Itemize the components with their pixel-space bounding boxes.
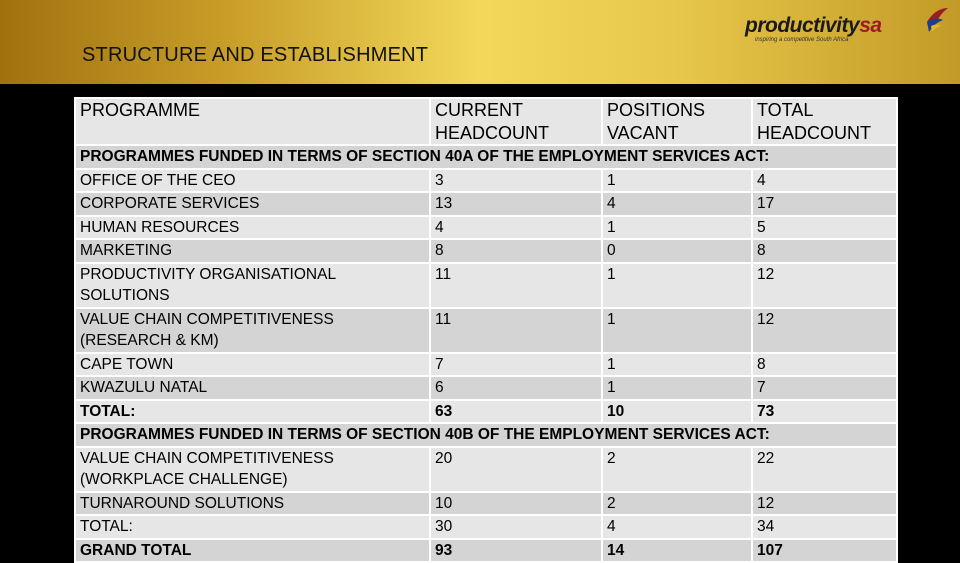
current-headcount-cell: 13 [430,192,602,216]
table-row [75,353,897,377]
positions-vacant-cell: 2 [602,447,752,492]
total-current: 30 [430,515,602,539]
programme-cell-line: KWAZULU NATAL [80,379,208,396]
table-row [75,239,897,263]
column-header-line: CURRENT [435,100,523,120]
programme-cell [75,376,430,400]
total-headcount-cell: 12 [752,492,897,516]
column-header-line: PROGRAMME [80,100,201,120]
positions-vacant-cell: 1 [602,263,752,308]
total-headcount-cell: 12 [752,263,897,308]
column-header-line: POSITIONS [607,100,706,120]
total-label: TOTAL: [75,515,430,539]
total-headcount-cell: 22 [752,447,897,492]
current-headcount-cell: 6 [430,376,602,400]
current-headcount-cell: 3 [430,169,602,193]
total-headcount: 73 [752,400,897,424]
section-heading: PROGRAMMES FUNDED IN TERMS OF SECTION 40A OF THE EMPLOYMENT SERVICES ACT: [75,145,897,169]
programme-cell-line: MARKETING [80,242,173,259]
programme-cell [75,353,430,377]
total-headcount-cell: 12 [752,308,897,353]
table-row [75,192,897,216]
positions-vacant-cell: 1 [602,169,752,193]
column-header [752,98,897,145]
programme-cell-line: OFFICE OF THE CEO [80,171,236,189]
total-current: 63 [430,400,602,424]
total-vacant: 10 [602,400,752,424]
total-headcount-cell: 8 [752,239,897,263]
column-header-line: VACANT [607,122,679,143]
programme-cell [75,447,430,492]
table-row [75,263,897,308]
total-vacant: 4 [602,515,752,539]
logo-suffix: sa [859,14,882,37]
positions-vacant-cell: 0 [602,239,752,263]
column-header-line: TOTAL [757,100,814,120]
programme-cell [75,308,430,353]
productivity-sa-logo [745,6,950,46]
section-heading: PROGRAMMES FUNDED IN TERMS OF SECTION 40B OF THE EMPLOYMENT SERVICES ACT: [75,423,897,447]
total-headcount-cell: 5 [752,216,897,240]
slide-title: STRUCTURE AND ESTABLISHMENT [82,44,429,66]
table-header-row [75,98,897,145]
table-row [75,169,897,193]
programme-cell [75,216,430,240]
table-row [75,447,897,492]
total-headcount: 107 [752,539,897,563]
positions-vacant-cell: 2 [602,492,752,516]
current-headcount-cell: 8 [430,239,602,263]
positions-vacant-cell: 4 [602,192,752,216]
total-headcount-cell: 7 [752,376,897,400]
total-headcount-cell: 17 [752,192,897,216]
logo-name: productivity [745,14,860,37]
logo-wordmark [745,14,882,38]
bird-logo-icon [925,6,949,36]
programme-cell-line: VALUE CHAIN COMPETITIVENESS [80,449,334,467]
current-headcount-cell: 4 [430,216,602,240]
total-label: GRAND TOTAL [75,539,430,563]
current-headcount-cell: 11 [430,308,602,353]
total-vacant: 14 [602,539,752,563]
current-headcount-cell: 11 [430,263,602,308]
table-row [75,492,897,516]
header-banner [0,0,960,84]
total-current: 93 [430,539,602,563]
total-headcount: 34 [752,515,897,539]
column-header [75,98,430,145]
positions-vacant-cell: 1 [602,308,752,353]
current-headcount-cell: 7 [430,353,602,377]
programme-cell-line: VALUE CHAIN COMPETITIVENESS [80,310,334,328]
programme-cell-line: CORPORATE SERVICES [80,195,260,212]
programme-cell-line: PRODUCTIVITY ORGANISATIONAL [80,265,337,283]
current-headcount-cell: 10 [430,492,602,516]
table-row [75,308,897,353]
logo-tagline: inspiring a competitive South Africa [755,37,849,43]
grand-total-row [75,539,897,563]
programme-cell-line: HUMAN RESOURCES [80,218,240,236]
column-header-line: HEADCOUNT [435,122,550,143]
section-heading-row [75,145,897,169]
programme-cell [75,492,430,516]
column-header [430,98,602,145]
programme-cell [75,169,430,193]
section-b-total-row [75,515,897,539]
total-label: TOTAL: [75,400,430,424]
programme-cell-line: (RESEARCH & KM) [80,332,219,349]
programme-cell-line: TURNAROUND SOLUTIONS [80,494,285,512]
programme-cell [75,263,430,308]
column-header [602,98,752,145]
programme-cell-line: CAPE TOWN [80,355,174,373]
current-headcount-cell: 20 [430,447,602,492]
programme-cell [75,239,430,263]
table-row [75,376,897,400]
table-row [75,216,897,240]
positions-vacant-cell: 1 [602,216,752,240]
establishment-table [74,97,898,563]
positions-vacant-cell: 1 [602,376,752,400]
programme-cell-line: SOLUTIONS [80,287,170,304]
section-a-total-row [75,400,897,424]
column-header-line: HEADCOUNT [757,122,872,143]
positions-vacant-cell: 1 [602,353,752,377]
total-headcount-cell: 8 [752,353,897,377]
programme-cell-line: (WORKPLACE CHALLENGE) [80,471,288,488]
total-headcount-cell: 4 [752,169,897,193]
programme-cell [75,192,430,216]
section-heading-row [75,423,897,447]
